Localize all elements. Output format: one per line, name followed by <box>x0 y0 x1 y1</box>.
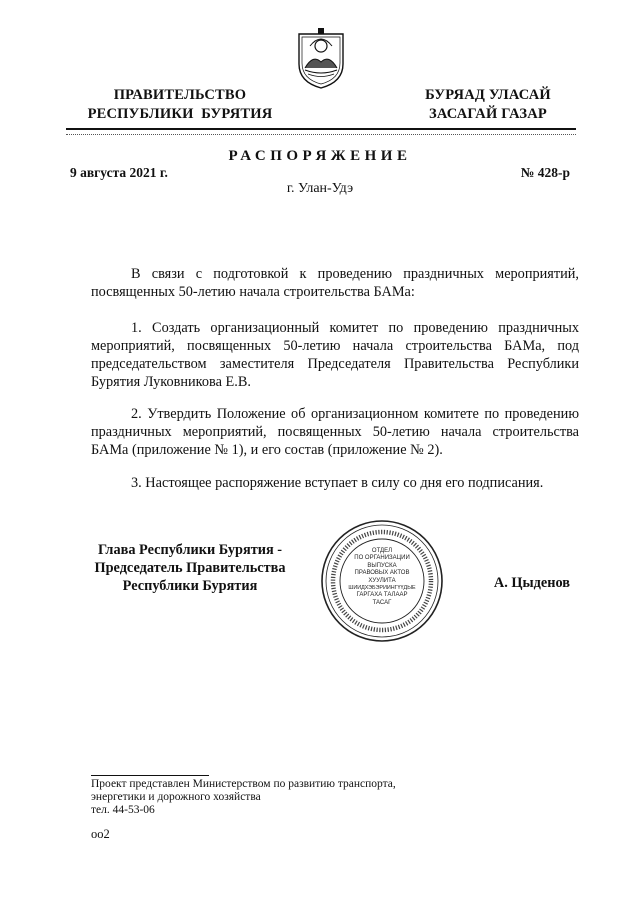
position-line2: Председатель Правительства <box>94 560 286 576</box>
item1-text: 1. Создать организационный комитет по проведению праздничных мероприятий, посвященных 50-летию начала строительства БАМа, под председательством заместителя Председателя Правительства Республики Бурятия Луковникова Е.В. <box>91 320 579 390</box>
document-date: 9 августа 2021 г. <box>70 165 168 180</box>
header-left-line2: РЕСПУБЛИКИ БУРЯТИЯ <box>87 106 273 122</box>
stamp-line7: ГАРГАХА ТАЛААР <box>356 592 408 599</box>
body-item-1 <box>91 319 579 391</box>
intro-text: В связи с подготовкой к проведению праздничных мероприятий, посвященных 50-летию начала строительства БАМа: <box>91 266 579 300</box>
header-right-line1: БУРЯАД УЛАСАЙ <box>425 87 551 103</box>
stamp-line1: ОТДЕЛ <box>371 548 393 554</box>
header-divider <box>66 128 576 130</box>
stamp-text <box>320 548 444 607</box>
body-item-3 <box>91 474 579 492</box>
document-number: № 428-р <box>520 165 570 180</box>
body-intro <box>91 265 579 301</box>
footer-note <box>91 778 396 817</box>
coat-of-arms-emblem <box>296 24 346 90</box>
signatory-position <box>76 541 304 595</box>
document-title: РАСПОРЯЖЕНИЕ <box>228 148 412 164</box>
header-left-line1: ПРАВИТЕЛЬСТВО <box>113 87 247 103</box>
stamp-line2: ПО ОРГАНИЗАЦИИ <box>354 555 410 562</box>
emblem-icon <box>296 24 346 90</box>
item3-text: 3. Настоящее распоряжение вступает в силу со дня его подписания. <box>131 475 544 491</box>
stamp-line6: ШИИДХЭБЭРИИНГҮҮДЫЕ <box>348 585 416 592</box>
stamp-line4: ПРАВОВЫХ АКТОВ <box>354 570 410 577</box>
footer-line1: Проект представлен Министерством по развитию транспорта, <box>91 778 396 790</box>
header-divider-dotted <box>66 134 576 135</box>
position-line3: Республики Бурятия <box>122 578 258 594</box>
item2-text: 2. Утвердить Положение об организационном комитете по проведению праздничных мероприятий, посвященных 50-летию начала строительства БАМа (приложение № 1), и его состав (приложение № 2). <box>91 406 579 458</box>
signatory-name: А. Цыденов <box>493 575 570 591</box>
body-item-2 <box>91 405 579 459</box>
header-right <box>378 86 598 124</box>
stamp-line8: ТАСАГ <box>372 599 392 606</box>
document-city: г. Улан-Удэ <box>286 181 354 196</box>
document-code: оо2 <box>91 827 110 841</box>
header-left <box>60 86 300 124</box>
official-stamp <box>320 519 444 643</box>
header-right-line2: ЗАСАГАЙ ГАЗАР <box>429 106 547 122</box>
position-line1: Глава Республики Бурятия - <box>97 542 283 558</box>
stamp-line5: ХУУЛИТА <box>368 577 396 584</box>
footer-divider <box>91 775 209 776</box>
stamp-line3: ВЫПУСКА <box>367 562 397 569</box>
footer-line3: тел. 44-53-06 <box>91 804 155 816</box>
footer-line2: энергетики и дорожного хозяйства <box>91 791 261 803</box>
